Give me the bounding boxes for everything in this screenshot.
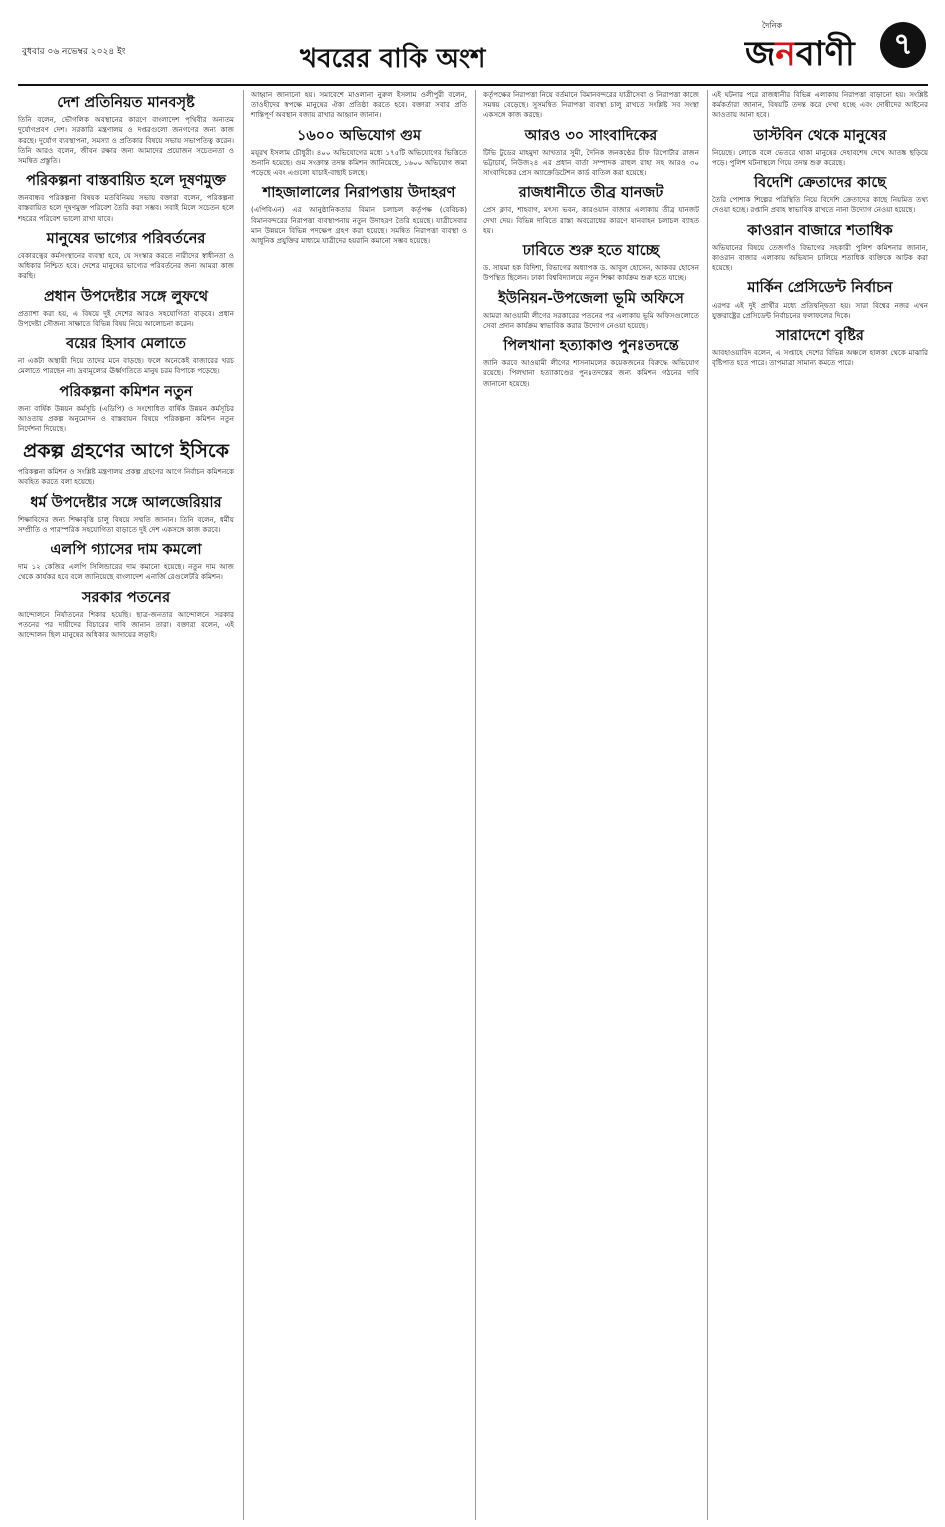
section-title: খবরের বাকি অংশ: [300, 44, 486, 74]
column-3: [483, 90, 699, 1520]
story-body: না একটা অস্থায়ী দিয়ে তাদের মনে বাড়ছে। ফলে অনেকেই বাজারের খরচ মেলাতে পারছেন না। দ্রব্যমূল্যের ঊর্ধ্বগতিতে মানুষ চরম বিপাকে পড়েছে।: [18, 356, 234, 376]
story-body: প্রত্যাশা করা হয়, এ বিষয়ে দুই দেশের আরও সহযোগিতা বাড়বে। প্রধান উপদেষ্টা সৌজন্য সাক্ষাতে বিভিন্ন বিষয় নিয়ে আলোচনা করেন।: [18, 308, 234, 328]
column-divider: [243, 90, 244, 1520]
page-number: ৭: [880, 22, 926, 68]
news-story: [251, 127, 467, 179]
news-story: [18, 335, 234, 377]
news-story: [18, 541, 234, 583]
story-body: তৈরি পোশাক শিল্পের পরিস্থিতি নিয়ে বিদেশি ক্রেতাদের কাছে নিয়মিত তথ্য দেওয়া হচ্ছে। রপ্তানি প্রবাহ স্বাভাবিক রাখতে নানা উদ্যোগ নেওয়া হয়েছে।: [712, 195, 928, 215]
news-story: [251, 90, 467, 121]
news-story: [483, 337, 699, 389]
story-body: এই ঘটনার পরে রাজধানীর বিভিন্ন এলাকায় নিরাপত্তা বাড়ানো হয়। সংশ্লিষ্ট কর্মকর্তারা জানান, বিষয়টি তদন্ত করে দেখা হচ্ছে এবং দোষীদের আইনের আওতায় আনা হবে।: [712, 90, 928, 120]
newspaper-logo: [745, 28, 855, 85]
news-story: [18, 172, 234, 224]
story-headline: রাজধানীতে তীব্র যানজট: [518, 184, 664, 202]
story-headline: পরিকল্পনা কমিশন নতুন: [59, 382, 193, 400]
news-story: [18, 589, 234, 641]
column-1: [18, 90, 234, 1520]
story-body: প্রেস ক্লাব, শাহবাগ, মৎস্য ভবন, কারওয়ান বাজার এলাকায় তীব্র যানজট দেখা দেয়। বিভিন্ন দাবিতে রাস্তা অবরোধের কারণে যানবাহন চলাচল ব্যাহত হয়।: [483, 205, 699, 235]
story-body: জনবান্ধব পরিকল্পনা বিষয়ক মতবিনিময় সভায় বক্তারা বলেন, পরিকল্পনা বাস্তবায়িত হলে দূষণমুক্ত পরিবেশ তৈরি করা সম্ভব। সবাই মিলে সচেতন হলে শহরের পরিবেশ ভালো রাখা যাবে।: [18, 193, 234, 223]
logo-highlight: ন: [775, 34, 796, 74]
article-columns: [18, 90, 928, 1520]
news-story: [712, 279, 928, 321]
story-body: জন্য বার্ষিক উন্নয়ন কর্মসূচি (এডিপি) ও সংশোধিত বার্ষিক উন্নয়ন কর্মসূচির আওতায় প্রকল্প অনুমোদন ও বাস্তবায়ন বিষয়ে পরিকল্পনা কমিশন নতুন নির্দেশনা দিয়েছে।: [18, 403, 234, 434]
news-story: [712, 127, 928, 169]
column-4: [712, 90, 928, 1520]
story-body: জানি করবে আওয়ামী লীগের শাসনামলের কয়েকজনের বিরুদ্ধে অভিযোগ রয়েছে। পিলখানা হত্যাকাণ্ডের পুনঃতদন্তের জন্য কমিশন গঠনের দাবি জানানো হয়েছে।: [483, 358, 699, 388]
news-story: [483, 242, 699, 284]
news-story: [18, 230, 234, 282]
story-body: ড. সায়মা হক বিদিশা, বিভাগের অধ্যাপক ড. আবুল হোসেন, আকবর হোসেন উপস্থিত ছিলেন। ঢাকা বিশ্ববিদ্যালয়ে নতুন শিক্ষা কার্যক্রম শুরু হতে যাচ্ছে।: [483, 263, 699, 283]
story-headline: ১৬০০ অভিযোগ গুম: [296, 126, 422, 144]
story-headline: ঢাবিতে শুরু হতে যাচ্ছে: [522, 242, 660, 260]
story-headline: শাহজালালের নিরাপত্তায় উদাহরণ: [262, 184, 456, 202]
story-body: আমরা আওয়ামী লীগের সরকারের পতনের পর এলাকায় ভূমি অফিসগুলোতে সেবা প্রদান কার্যক্রম স্বাভাবিক করার উদ্যোগ নেওয়া হয়েছে।: [483, 310, 699, 330]
story-body: বেকারত্বের কর্মসংস্থানের ব্যবস্থা হবে, যে সংস্কার করতে নারীদের স্বাধীনতা ও অধিকার নিশ্চিত হবে। দেশের মানুষের ভাগ্যের পরিবর্তনের জন্য আমরা কাজ করছি।: [18, 251, 234, 281]
story-body: পরিকল্পনা কমিশন ও সংশ্লিষ্ট মন্ত্রণালয় প্রকল্প গ্রহণের আগে নির্বাচন কমিশনকে অবহিত করতে বলা হয়েছে।: [18, 467, 234, 487]
logo-tag: দৈনিক: [762, 21, 783, 30]
story-body: অভিযানের বিষয়ে তেজগাঁও বিভাগের সহকারী পুলিশ কমিশনার জানান, কাওরান বাজার এলাকায় অভিযান চালিয়ে শতাধিক ব্যক্তিকে আটক করা হয়েছে।: [712, 242, 928, 273]
story-headline: সরকার পতনের: [81, 588, 171, 606]
story-body: টিভি টুডের মাহমুদা আখতার সুমী, দৈনিক জনকণ্ঠের চীফ রিপোর্টার রাজন ভট্টাচার্য, নিউজ২৪ এর প্রধান বার্তা সম্পাদক রাহুল রাহা সহ আরও ৩০ সাংবাদিকের প্রেস অ্যাক্রেডিটেশন কার্ড বাতিল করা হয়েছে।: [483, 147, 699, 178]
logo-prefix: জ: [745, 34, 776, 74]
story-body: দাম ১২ কেজির এলপি সিলিন্ডারের দাম কমানো হয়েছে। নতুন দাম আজ থেকে কার্যকর হবে বলে জানিয়েছে বাংলাদেশ এনার্জি রেগুলেটরি কমিশন।: [18, 562, 234, 582]
story-body: ময়ূরখ ইসলাম চৌধুরী। ৪০০ অভিযোগের মধ্যে ১৭৫টি অভিযোগের ভিত্তিতে শুনানি হয়েছে। গুম সংক্রান্ত তদন্ত কমিশন জানিয়েছে, ১৬০০ অভিযোগ জমা পড়েছে এবং এগুলো যাচাই-বাছাই চলছে।: [251, 147, 467, 178]
story-headline: বয়ের হিসাব মেলাতে: [66, 335, 186, 353]
story-body: আহ্বান জানানো হয়। সমাবেশে মাওলানা নুরুল ইসলাম ওলীপুরী বলেন, তাওহীদের স্বপক্ষে মানুষের ঐক্য প্রতিষ্ঠা করতে হবে। বক্তারা সবার প্রতি শান্তিপূর্ণ অবস্থান বজায় রাখার আহ্বান জানান।: [251, 90, 467, 120]
news-story: [18, 94, 234, 166]
story-headline: কাওরান বাজারে শতাধিক: [747, 221, 893, 239]
story-headline: আরও ৩০ সাংবাদিকের: [524, 126, 658, 144]
news-story: [18, 288, 234, 330]
news-story: [483, 184, 699, 236]
story-headline: প্রকল্প গ্রহণের আগে ইসিকে: [23, 440, 229, 463]
story-headline: পরিকল্পনা বাস্তবায়িত হলে দূষণমুক্ত: [26, 172, 226, 190]
story-headline: দেশ প্রতিনিয়ত মানবসৃষ্ট: [57, 94, 195, 111]
news-story: [712, 90, 928, 121]
news-story: [18, 440, 234, 487]
news-story: [483, 90, 699, 121]
story-body: আন্দোলনে নির্যাতনের শিকার হয়েছি। ছাত্র-জনতার আন্দোলনে সরকার পতনের পর দায়ীদের বিচারের দাবি জানান তারা। বক্তারা বলেন, এই আন্দোলন ছিল মানুষের অধিকার আদায়ের লড়াই।: [18, 609, 234, 640]
header-rule: [18, 84, 928, 86]
story-headline: সারাদেশে বৃষ্টির: [776, 326, 864, 344]
story-headline: মার্কিন প্রেসিডেন্ট নির্বাচন: [747, 279, 893, 297]
news-story: [712, 327, 928, 369]
news-story: [712, 174, 928, 216]
story-body: আবহাওয়াবিদ বলেন, এ সপ্তাহে দেশের বিভিন্ন অঞ্চলে হালকা থেকে মাঝারি বৃষ্টিপাত হতে পারে। তাপমাত্রা সামান্য কমতে পারে।: [712, 348, 928, 368]
story-body: নিয়েছে। লোকে বলে ভেতরে থাকা মানুষের দেহাবশেষ দেখে আতঙ্ক ছড়িয়ে পড়ে। পুলিশ ঘটনাস্থলে গিয়ে তদন্ত শুরু করেছে।: [712, 147, 928, 167]
news-story: [18, 383, 234, 435]
story-headline: ধর্ম উপদেষ্টার সঙ্গে আলজেরিয়ার: [30, 493, 222, 511]
story-body: কর্তৃপক্ষের নিরাপত্তা নিয়ে বর্তমানে বিমানবন্দরের যাত্রীসেবা ও নিরাপত্তা কাজে সমন্বয় বেড়েছে। সুসমন্বিত নিরাপত্তা ব্যবস্থা চালু রাখতে সংশ্লিষ্ট সব সংস্থা একসঙ্গে কাজ করছে।: [483, 90, 699, 120]
news-story: [712, 222, 928, 274]
logo-suffix: বাণী: [795, 34, 855, 74]
news-story: [483, 127, 699, 179]
column-divider: [707, 90, 708, 1520]
story-body: তিনি বলেন, ভৌগলিক অবস্থানের কারণে বাংলাদেশ পৃথিবীর অন্যতম দুর্যোগপ্রবণ দেশ। সরকারি মন্ত্রণালয় ও দপ্তরগুলো জনগণের জন্য কাজ করছে। দুর্যোগ ব্যবস্থাপনা, সমস্যা ও প্রতিকার বিষয়ে সভায় সভাপতিত্ব করেন। তিনি আরও বলেন, জীবন রক্ষার জন্য আমাদের প্রয়োজন সচেতনতা ও সমন্বিত প্রস্তুতি।: [18, 115, 234, 165]
column-2: [251, 90, 467, 1520]
story-headline: এলপি গ্যাসের দাম কমলো: [50, 541, 202, 559]
story-body: (এপিবিএন) এর আনুষ্ঠানিকতার বিমান চলাচল কর্তৃপক্ষ (বেবিচক) বিমানবন্দরের নিরাপত্তা ব্যবস্থাপনায় নতুন উদাহরণ তৈরি হয়েছে। যাত্রীসেবার মান উন্নয়নে বিভিন্ন পদক্ষেপ গ্রহণ করা হয়েছে। সমন্বিত নিরাপত্তা ব্যবস্থা ও আধুনিক প্রযুক্তির মাধ্যমে যাত্রীদের হয়রানি কমানো সম্ভব হয়েছে।: [251, 205, 467, 246]
news-story: [251, 184, 467, 246]
issue-date: বুধবার ০৬ নভেম্বর ২০২৪ ইং: [22, 47, 126, 57]
story-headline: মানুষের ভাগ্যের পরিবর্তনের: [46, 229, 206, 247]
story-headline: ইউনিয়ন-উপজেলা ভূমি অফিসে: [498, 289, 684, 307]
story-body: এরপর এই দুই প্রার্থীর মধ্যে প্রতিদ্বন্দ্বিতা হয়। সারা বিশ্বের নজর এখন যুক্তরাষ্ট্রের প্রেসিডেন্ট নির্বাচনের ফলাফলের দিকে।: [712, 300, 928, 320]
column-divider: [475, 90, 476, 1520]
story-headline: বিদেশি ক্রেতাদের কাছে: [754, 174, 886, 192]
story-body: শিক্ষাবিদের জন্য শিক্ষাবৃত্তি চালু বিষয়ে সম্মতি জানান। তিনি বলেন, ধর্মীয় সম্প্রীতি ও পারস্পরিক সহযোগিতা বাড়াতে দুই দেশ একসঙ্গে কাজ করবে।: [18, 514, 234, 534]
news-story: [483, 290, 699, 332]
story-headline: প্রধান উপদেষ্টার সঙ্গে লুফথে: [43, 287, 209, 305]
masthead: [0, 0, 945, 86]
story-headline: ডাস্টবিন থেকে মানুষের: [753, 126, 887, 144]
story-headline: পিলখানা হত্যাকাণ্ড পুনঃতদন্তে: [503, 337, 679, 355]
news-story: [18, 494, 234, 536]
